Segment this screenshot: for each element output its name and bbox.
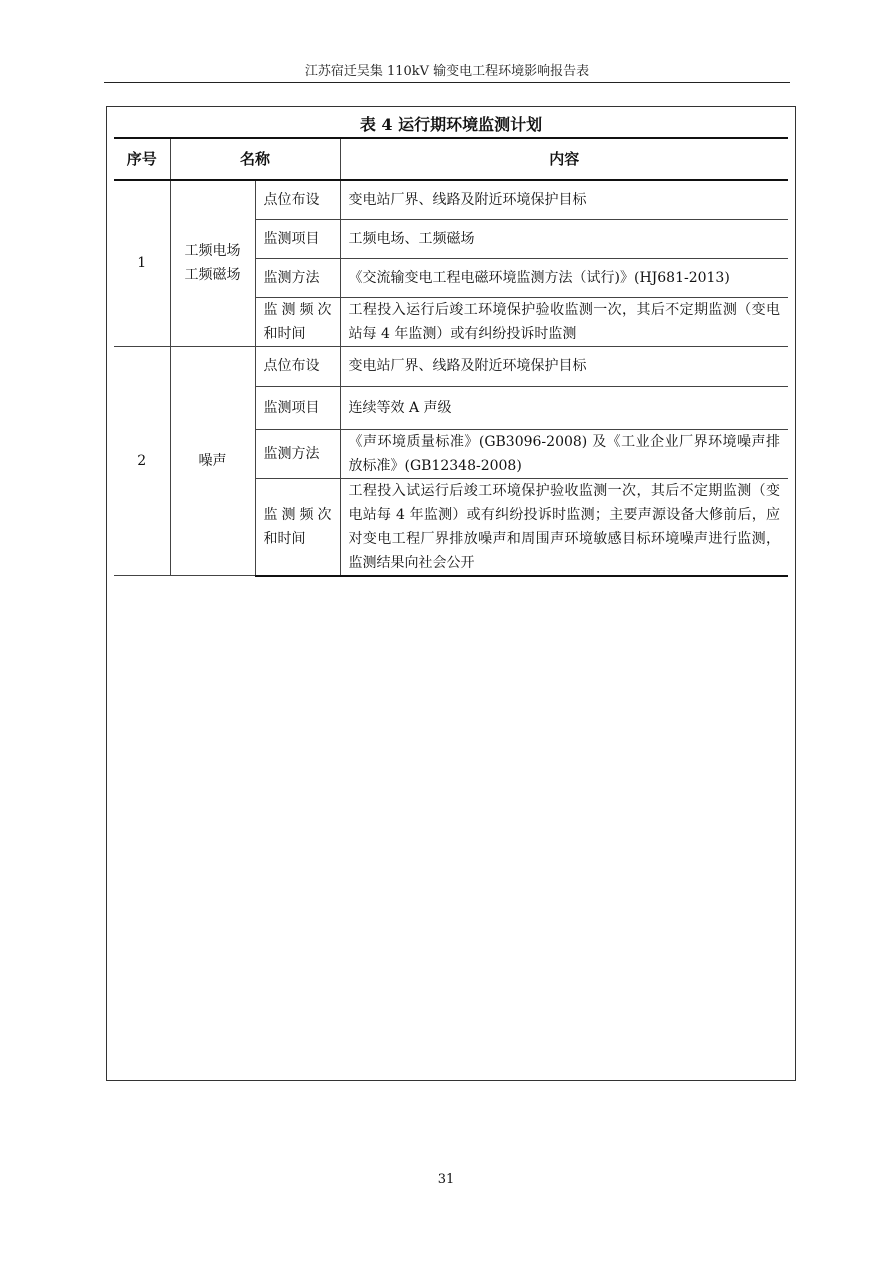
monitoring-plan-table [114,137,788,577]
item-content: 《交流输变电工程电磁环境监测方法（试行)》(HJ681-2013) [340,258,788,297]
header-rule [104,82,790,83]
page-number: 31 [437,1172,455,1187]
item-label-line: 监测频次 [263,301,332,318]
item-label: 点位布设 [255,346,340,386]
item-content: 工程投入试运行后竣工环境保护验收监测一次，其后不定期监测（变电站每 4 年监测）或有纠纷投诉时监测；主要声源设备大修前后，应对变电工程厂界排放噪声和周围声环境敏感目标环境噪声进行监测，监测结果向社会公开 [340,478,788,576]
item-label: 监测方法 [255,258,340,297]
item-label: 监测项目 [255,386,340,429]
item-content: 变电站厂界、线路及附近环境保护目标 [340,180,788,219]
table-title: 表 4 运行期环境监测计划 [359,115,543,134]
item-label: 点位布设 [255,180,340,219]
item-content: 工程投入运行后竣工环境保护验收监测一次，其后不定期监测（变电站每 4 年监测）或有纠纷投诉时监测 [340,297,788,346]
item-label-line: 监测频次 [263,506,332,523]
table-row [114,346,788,386]
item-label [255,478,340,576]
item-label [255,297,340,346]
table-row [114,180,788,219]
item-label-line: 和时间 [263,530,306,547]
category-line: 工频磁场 [184,267,241,284]
item-label-line: 和时间 [263,325,306,342]
header-content: 内容 [340,138,788,180]
item-content: 工频电场、工频磁场 [340,219,788,258]
monitoring-category [170,180,255,346]
item-content: 连续等效 A 声级 [340,386,788,429]
row-number: 1 [114,180,170,346]
row-number: 2 [114,346,170,576]
item-content: 《声环境质量标准》(GB3096-2008) 及《工业企业厂界环境噪声排放标准》(GB12348-2008) [340,429,788,478]
header-name: 名称 [170,138,340,180]
header-no: 序号 [114,138,170,180]
item-label: 监测方法 [255,429,340,478]
monitoring-category [170,346,255,576]
table-header-row [114,138,788,180]
item-content: 变电站厂界、线路及附近环境保护目标 [340,346,788,386]
category-line: 工频电场 [184,243,241,260]
running-header: 江苏宿迁吴集 110kV 输变电工程环境影响报告表 [304,64,590,79]
item-label: 监测项目 [255,219,340,258]
category-line: 噪声 [198,452,227,469]
